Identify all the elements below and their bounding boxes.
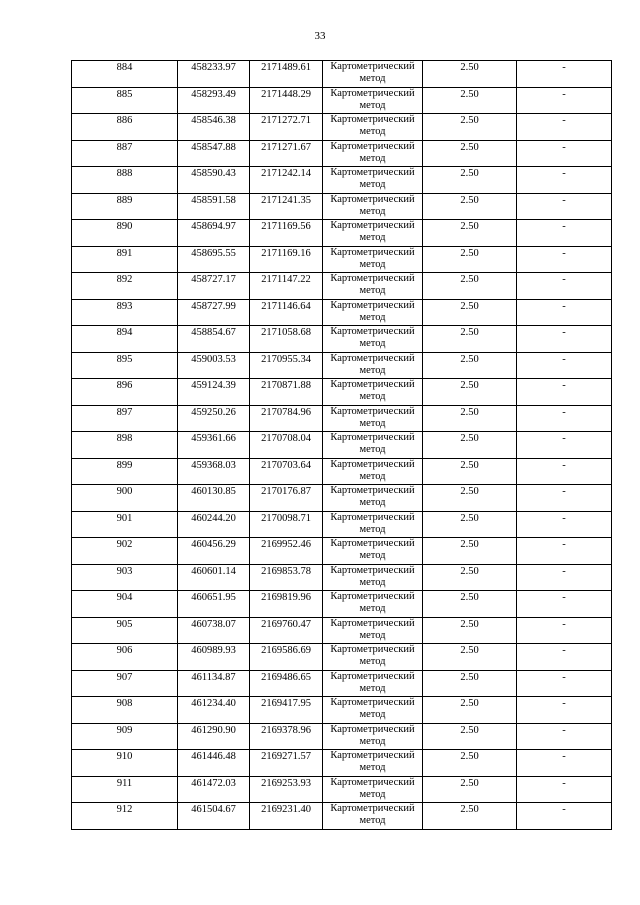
description-cell: - [517,61,612,88]
accuracy-cell: 2.50 [423,432,517,459]
y-coordinate-cell: 2170176.87 [250,485,323,512]
accuracy-cell: 2.50 [423,776,517,803]
y-coordinate-cell: 2169253.93 [250,776,323,803]
method-line-2: метод [359,179,386,190]
method-line-1: Картометрический [330,379,415,390]
x-coordinate-cell: 461234.40 [178,697,250,724]
method-line-2: метод [359,73,386,84]
y-coordinate-cell: 2169486.65 [250,670,323,697]
method-cell [323,723,423,750]
method-line-1: Картометрический [330,352,415,364]
y-coordinate-cell: 2171448.29 [250,87,323,114]
point-number-cell: 884 [72,61,178,88]
table-row [72,379,612,406]
method-cell [323,591,423,618]
method-line-1: Картометрический [330,776,415,788]
method-line-1: Картометрический [330,167,415,178]
table-row [72,776,612,803]
method-line-2: метод [359,126,386,137]
x-coordinate-cell: 459003.53 [178,352,250,379]
method-cell [323,432,423,459]
y-coordinate-cell: 2170708.04 [250,432,323,459]
accuracy-cell: 2.50 [423,299,517,326]
accuracy-cell: 2.50 [423,644,517,671]
x-coordinate-cell: 460738.07 [178,617,250,644]
method-line-1: Картометрический [330,617,415,629]
point-number-cell: 903 [72,564,178,591]
description-cell: - [517,299,612,326]
point-number-cell: 892 [72,273,178,300]
method-cell [323,193,423,220]
description-cell: - [517,644,612,671]
accuracy-cell: 2.50 [423,485,517,512]
y-coordinate-cell: 2171241.35 [250,193,323,220]
method-cell [323,246,423,273]
accuracy-cell: 2.50 [423,193,517,220]
method-cell [323,114,423,141]
description-cell: - [517,591,612,618]
accuracy-cell: 2.50 [423,326,517,353]
accuracy-cell: 2.50 [423,564,517,591]
method-line-1: Картометрический [330,723,415,735]
method-cell [323,140,423,167]
method-line-2: метод [359,523,386,535]
accuracy-cell: 2.50 [423,246,517,273]
table-row [72,458,612,485]
x-coordinate-cell: 458591.58 [178,193,250,220]
method-line-1: Картометрический [330,140,415,152]
accuracy-cell: 2.50 [423,273,517,300]
method-cell [323,617,423,644]
x-coordinate-cell: 460456.29 [178,538,250,565]
table-body [72,61,612,830]
method-line-1: Картометрический [330,220,415,231]
x-coordinate-cell: 458293.49 [178,87,250,114]
method-cell [323,167,423,194]
y-coordinate-cell: 2171242.14 [250,167,323,194]
point-number-cell: 888 [72,167,178,194]
x-coordinate-cell: 458694.97 [178,220,250,247]
method-line-1: Картометрический [330,697,415,708]
x-coordinate-cell: 460601.14 [178,564,250,591]
page-number: 33 [314,30,326,42]
method-cell [323,564,423,591]
accuracy-cell: 2.50 [423,617,517,644]
accuracy-cell: 2.50 [423,670,517,697]
point-number-cell: 901 [72,511,178,538]
description-cell: - [517,352,612,379]
method-cell [323,87,423,114]
method-cell [323,326,423,353]
method-cell [323,511,423,538]
method-line-2: метод [359,815,386,826]
point-number-cell: 906 [72,644,178,671]
table-row [72,273,612,300]
description-cell: - [517,803,612,830]
method-line-1: Картометрический [330,87,415,99]
y-coordinate-cell: 2169952.46 [250,538,323,565]
table-row [72,803,612,830]
table-row [72,352,612,379]
y-coordinate-cell: 2171147.22 [250,273,323,300]
table-row [72,114,612,141]
x-coordinate-cell: 458695.55 [178,246,250,273]
x-coordinate-cell: 460130.85 [178,485,250,512]
y-coordinate-cell: 2169231.40 [250,803,323,830]
x-coordinate-cell: 458727.99 [178,299,250,326]
description-cell: - [517,750,612,777]
method-line-1: Картометрический [330,246,415,258]
method-line-2: метод [359,417,386,429]
point-number-cell: 911 [72,776,178,803]
description-cell: - [517,114,612,141]
point-number-cell: 904 [72,591,178,618]
table-row [72,193,612,220]
table-row [72,617,612,644]
method-line-2: метод [359,497,386,508]
description-cell: - [517,776,612,803]
table-row [72,432,612,459]
description-cell: - [517,193,612,220]
method-line-1: Картометрический [330,670,415,682]
x-coordinate-cell: 460244.20 [178,511,250,538]
table-row [72,697,612,724]
method-line-2: метод [359,205,386,217]
table-row [72,220,612,247]
method-cell [323,299,423,326]
accuracy-cell: 2.50 [423,458,517,485]
description-cell: - [517,458,612,485]
point-number-cell: 910 [72,750,178,777]
y-coordinate-cell: 2171271.67 [250,140,323,167]
accuracy-cell: 2.50 [423,379,517,406]
point-number-cell: 905 [72,617,178,644]
accuracy-cell: 2.50 [423,511,517,538]
method-line-2: метод [359,99,386,111]
point-number-cell: 893 [72,299,178,326]
method-line-2: метод [359,470,386,482]
description-cell: - [517,485,612,512]
x-coordinate-cell: 461290.90 [178,723,250,750]
description-cell: - [517,538,612,565]
method-line-2: метод [359,735,386,747]
table-row [72,299,612,326]
description-cell: - [517,564,612,591]
x-coordinate-cell: 458590.43 [178,167,250,194]
point-number-cell: 887 [72,140,178,167]
point-number-cell: 912 [72,803,178,830]
point-number-cell: 891 [72,246,178,273]
method-line-2: метод [359,603,386,614]
description-cell: - [517,405,612,432]
point-number-cell: 909 [72,723,178,750]
table-row [72,167,612,194]
y-coordinate-cell: 2169819.96 [250,591,323,618]
method-cell [323,61,423,88]
method-line-1: Картометрический [330,273,415,284]
table-row [72,538,612,565]
accuracy-cell: 2.50 [423,538,517,565]
method-line-2: метод [359,364,386,376]
point-number-cell: 889 [72,193,178,220]
method-line-2: метод [359,444,386,455]
method-line-1: Картометрический [330,644,415,655]
method-line-1: Картометрический [330,405,415,417]
description-cell: - [517,697,612,724]
method-line-2: метод [359,232,386,243]
y-coordinate-cell: 2169853.78 [250,564,323,591]
x-coordinate-cell: 461446.48 [178,750,250,777]
method-line-2: метод [359,285,386,296]
description-cell: - [517,670,612,697]
method-line-2: метод [359,391,386,402]
point-number-cell: 885 [72,87,178,114]
method-line-1: Картометрический [330,299,415,311]
method-line-2: метод [359,338,386,349]
method-cell [323,538,423,565]
method-line-1: Картометрический [330,114,415,125]
method-line-2: метод [359,152,386,164]
x-coordinate-cell: 459124.39 [178,379,250,406]
method-line-1: Картометрический [330,511,415,523]
method-line-2: метод [359,709,386,720]
table-row [72,511,612,538]
method-line-1: Картометрический [330,564,415,576]
point-number-cell: 902 [72,538,178,565]
method-line-1: Картометрический [330,326,415,337]
table-row [72,140,612,167]
x-coordinate-cell: 458546.38 [178,114,250,141]
method-line-2: метод [359,311,386,323]
method-line-2: метод [359,788,386,800]
description-cell: - [517,140,612,167]
accuracy-cell: 2.50 [423,723,517,750]
x-coordinate-cell: 459361.66 [178,432,250,459]
y-coordinate-cell: 2169378.96 [250,723,323,750]
method-cell [323,379,423,406]
method-cell [323,458,423,485]
point-number-cell: 900 [72,485,178,512]
method-line-1: Картометрический [330,591,415,602]
table-row [72,485,612,512]
point-number-cell: 907 [72,670,178,697]
accuracy-cell: 2.50 [423,167,517,194]
accuracy-cell: 2.50 [423,87,517,114]
x-coordinate-cell: 458854.67 [178,326,250,353]
point-number-cell: 899 [72,458,178,485]
method-line-2: метод [359,762,386,773]
y-coordinate-cell: 2171272.71 [250,114,323,141]
table-row [72,591,612,618]
method-line-2: метод [359,682,386,694]
accuracy-cell: 2.50 [423,220,517,247]
coordinates-table [71,60,612,830]
table-row [72,405,612,432]
y-coordinate-cell: 2170784.96 [250,405,323,432]
table-row [72,723,612,750]
x-coordinate-cell: 460651.95 [178,591,250,618]
point-number-cell: 895 [72,352,178,379]
description-cell: - [517,511,612,538]
x-coordinate-cell: 460989.93 [178,644,250,671]
method-line-2: метод [359,576,386,588]
table-row [72,750,612,777]
y-coordinate-cell: 2170955.34 [250,352,323,379]
table-row [72,61,612,88]
method-line-1: Картометрический [330,61,415,72]
table-row [72,326,612,353]
method-cell [323,405,423,432]
y-coordinate-cell: 2171169.56 [250,220,323,247]
table-row [72,644,612,671]
method-line-2: метод [359,629,386,641]
method-line-1: Картометрический [330,750,415,761]
table-row [72,564,612,591]
method-line-1: Картометрический [330,803,415,814]
method-cell [323,352,423,379]
y-coordinate-cell: 2169760.47 [250,617,323,644]
description-cell: - [517,723,612,750]
x-coordinate-cell: 458727.17 [178,273,250,300]
method-line-2: метод [359,550,386,561]
description-cell: - [517,246,612,273]
method-cell [323,776,423,803]
method-cell [323,220,423,247]
y-coordinate-cell: 2169417.95 [250,697,323,724]
method-cell [323,670,423,697]
method-line-1: Картометрический [330,193,415,205]
description-cell: - [517,220,612,247]
description-cell: - [517,326,612,353]
description-cell: - [517,379,612,406]
x-coordinate-cell: 459250.26 [178,405,250,432]
accuracy-cell: 2.50 [423,61,517,88]
method-line-1: Картометрический [330,485,415,496]
method-cell [323,697,423,724]
y-coordinate-cell: 2170871.88 [250,379,323,406]
x-coordinate-cell: 461134.87 [178,670,250,697]
method-line-2: метод [359,656,386,667]
accuracy-cell: 2.50 [423,140,517,167]
description-cell: - [517,273,612,300]
y-coordinate-cell: 2169271.57 [250,750,323,777]
x-coordinate-cell: 461504.67 [178,803,250,830]
point-number-cell: 898 [72,432,178,459]
description-cell: - [517,617,612,644]
point-number-cell: 908 [72,697,178,724]
x-coordinate-cell: 458547.88 [178,140,250,167]
method-cell [323,485,423,512]
y-coordinate-cell: 2169586.69 [250,644,323,671]
point-number-cell: 890 [72,220,178,247]
accuracy-cell: 2.50 [423,591,517,618]
accuracy-cell: 2.50 [423,405,517,432]
method-cell [323,803,423,830]
y-coordinate-cell: 2171058.68 [250,326,323,353]
method-line-1: Картометрический [330,458,415,470]
method-line-2: метод [359,258,386,270]
method-cell [323,750,423,777]
y-coordinate-cell: 2171489.61 [250,61,323,88]
method-cell [323,273,423,300]
accuracy-cell: 2.50 [423,114,517,141]
x-coordinate-cell: 461472.03 [178,776,250,803]
point-number-cell: 897 [72,405,178,432]
accuracy-cell: 2.50 [423,750,517,777]
point-number-cell: 886 [72,114,178,141]
y-coordinate-cell: 2170703.64 [250,458,323,485]
y-coordinate-cell: 2171146.64 [250,299,323,326]
table-row [72,87,612,114]
x-coordinate-cell: 459368.03 [178,458,250,485]
x-coordinate-cell: 458233.97 [178,61,250,88]
table-row [72,670,612,697]
description-cell: - [517,167,612,194]
description-cell: - [517,87,612,114]
y-coordinate-cell: 2171169.16 [250,246,323,273]
point-number-cell: 896 [72,379,178,406]
accuracy-cell: 2.50 [423,352,517,379]
table-row [72,246,612,273]
method-line-1: Картометрический [330,538,415,549]
method-cell [323,644,423,671]
accuracy-cell: 2.50 [423,697,517,724]
description-cell: - [517,432,612,459]
y-coordinate-cell: 2170098.71 [250,511,323,538]
accuracy-cell: 2.50 [423,803,517,830]
method-line-1: Картометрический [330,432,415,443]
point-number-cell: 894 [72,326,178,353]
